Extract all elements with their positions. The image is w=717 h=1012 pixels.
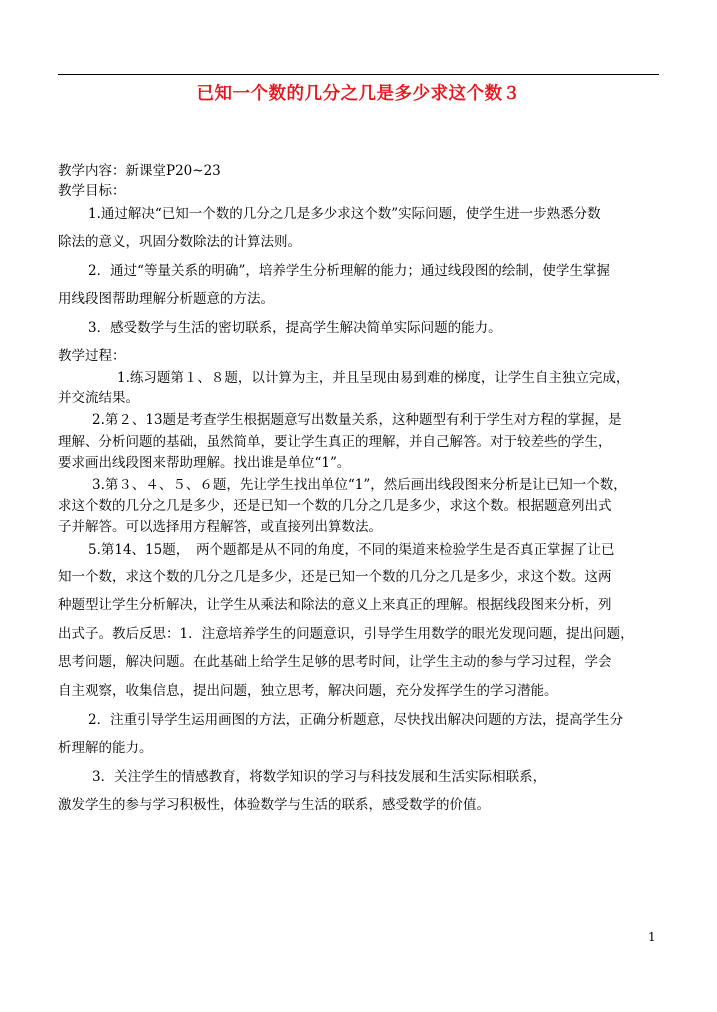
process-line: 3.第３、４、５、６题，先让学生找出单位“1”，然后画出线段图来分析是让已知一个数，	[92, 477, 627, 493]
page-number: 1	[648, 930, 656, 944]
objective-3: 3．感受数学与生活的密切联系，提高学生解决简单实际问题的能力。	[88, 320, 502, 336]
content-label: 教学内容：新课堂P20~23	[58, 163, 221, 179]
header-rule	[58, 74, 659, 75]
document-title: 已知一个数的几分之几是多少求这个数３	[196, 84, 521, 104]
process-label: 教学过程：	[58, 348, 126, 364]
process-line: 激发学生的参与学习积极性，体验数学与生活的联系，感受数学的价值。	[58, 797, 490, 813]
process-line: 1.练习题第１、８题，以计算为主，并且呈现由易到难的梯度，让学生自主独立完成，	[117, 370, 630, 386]
process-line: 2．注重引导学生运用画图的方法，正确分析题意，尽快找出解决问题的方法，提高学生分	[88, 712, 624, 728]
process-line: 子并解答。可以选择用方程解答，或直接列出算数法。	[58, 519, 382, 535]
process-line: 知一个数，求这个数的几分之几是多少，还是已知一个数的几分之几是多少，求这个数。这两	[58, 569, 612, 585]
process-line: 理解、分析问题的基础，虽然简单，要让学生真正的理解，并自己解答。对于较差些的学生，	[58, 434, 612, 450]
process-line: 3．关注学生的情感教育，将数学知识的学习与科技发展和生活实际相联系，	[92, 769, 547, 785]
process-line: 并交流结果。	[58, 390, 139, 406]
objective-2-line-2: 用线段图帮助理解分析题意的方法。	[58, 291, 274, 307]
objectives-label: 教学目标：	[58, 183, 126, 199]
process-line: 2.第２、13题是考查学生根据题意写出数量关系，这种题型有利于学生对方程的掌握，是	[92, 412, 622, 428]
process-line: 求这个数的几分之几是多少，还是已知一个数的几分之几是多少，求这个数。根据题意列出式	[58, 498, 612, 514]
process-line: 出式子。教后反思：1．注意培养学生的问题意识，引导学生用数学的眼光发现问题，提出问题，	[58, 626, 634, 642]
process-line: 要求画出线段图来帮助理解。找出谁是单位“1”。	[58, 455, 351, 471]
process-line: 析理解的能力。	[58, 740, 153, 756]
objective-2-line-1: 2．通过“等量关系的明确”，培养学生分析理解的能力；通过线段图的绘制，使学生掌握	[88, 263, 610, 279]
objective-1-line-2: 除法的意义，巩固分数除法的计算法则。	[58, 234, 301, 250]
process-line: 自主观察，收集信息，提出问题，独立思考，解决问题，充分发挥学生的学习潜能。	[58, 683, 558, 699]
objective-1-line-1: 1.通过解决“已知一个数的几分之几是多少求这个数”实际问题，使学生进一步熟悉分数	[88, 206, 601, 222]
process-line: 种题型让学生分析解决，让学生从乘法和除法的意义上来真正的理解。根据线段图来分析，列	[58, 597, 612, 613]
process-line: 5.第14、15题， 两个题都是从不同的角度，不同的渠道来检验学生是否真正掌握了让已	[88, 542, 615, 558]
process-line: 思考问题，解决问题。在此基础上给学生足够的思考时间，让学生主动的参与学习过程，学会	[58, 654, 612, 670]
